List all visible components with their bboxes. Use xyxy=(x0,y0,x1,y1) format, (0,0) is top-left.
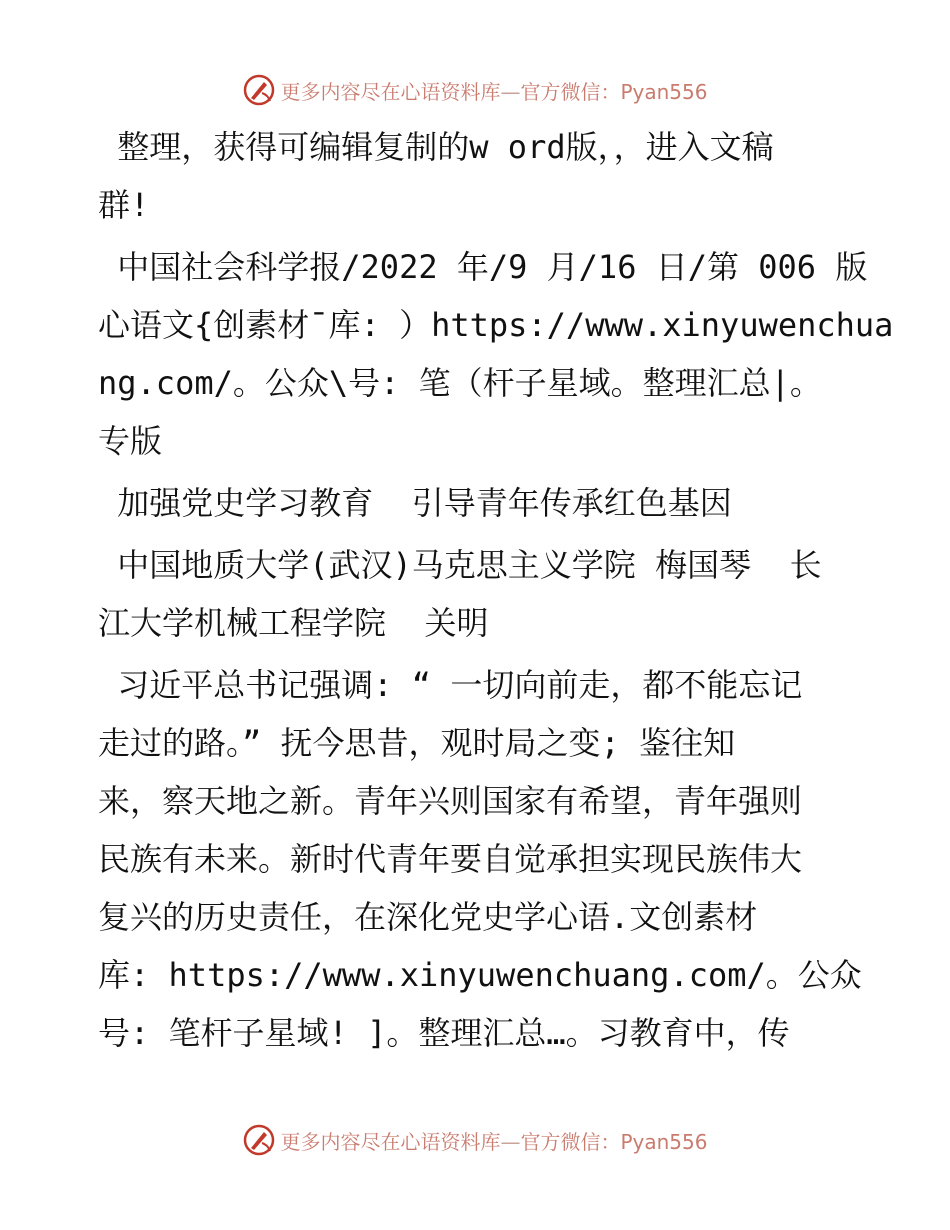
watermark-dash: — xyxy=(500,1129,521,1154)
watermark-footer xyxy=(0,1120,950,1160)
article-title: 加强党史学习教育 引导青年传承红色基因 xyxy=(98,484,732,522)
text-line: 中国社会科学报/2022 年/9 月/16 日/第 006 版 xyxy=(98,248,868,286)
text-line: ng.com/。公众\号: 笔（杆子星域。整理汇总|。 xyxy=(98,364,822,402)
text-line: 整理，获得可编辑复制的w ord版，，进入文稿 xyxy=(98,128,774,166)
text-line: 群! xyxy=(98,186,150,224)
watermark-title: 更多内容尽在心语资料库 xyxy=(280,1129,501,1154)
article-authors: 江大学机械工程学院 关明 xyxy=(98,604,489,642)
text-line: 专版 xyxy=(98,422,163,460)
watermark-title: 更多内容尽在心语资料库 xyxy=(280,79,501,104)
pen-feather-logo-icon xyxy=(242,73,276,107)
text-line: 来，察天地之新。青年兴则国家有希望，青年强则 xyxy=(98,782,803,820)
watermark-dash: — xyxy=(500,79,521,104)
article-authors: 中国地质大学(武汉)马克思主义学院 梅国琴 长 xyxy=(98,546,822,584)
watermark-wechat: 官方微信：Pyan556 xyxy=(520,1129,708,1154)
text-line: 民族有未来。新时代青年要自觉承担实现民族伟大 xyxy=(98,840,803,878)
text-line: 走过的路。” 抚今思昔，观时局之变; 鉴往知 xyxy=(98,724,736,762)
text-line: 习近平总书记强调: “ 一切向前走，都不能忘记 xyxy=(98,666,803,704)
pen-feather-logo-icon xyxy=(242,1123,276,1157)
text-line: 库: https://www.xinyuwenchuang.com/。公众 xyxy=(98,956,862,994)
watermark-wechat: 官方微信：Pyan556 xyxy=(520,79,708,104)
text-line: 心语文{创素材¯库: ）https://www.xinyuwenchua xyxy=(98,306,894,344)
text-line: 复兴的历史责任，在深化党史学心语.文创素材 xyxy=(98,898,758,936)
text-line: 号: 笔杆子星域! ]。整理汇总…。习教育中，传 xyxy=(98,1014,790,1052)
document-body xyxy=(98,118,894,1062)
watermark-header xyxy=(0,70,950,110)
watermark-text xyxy=(280,76,707,105)
watermark-text xyxy=(280,1126,707,1155)
